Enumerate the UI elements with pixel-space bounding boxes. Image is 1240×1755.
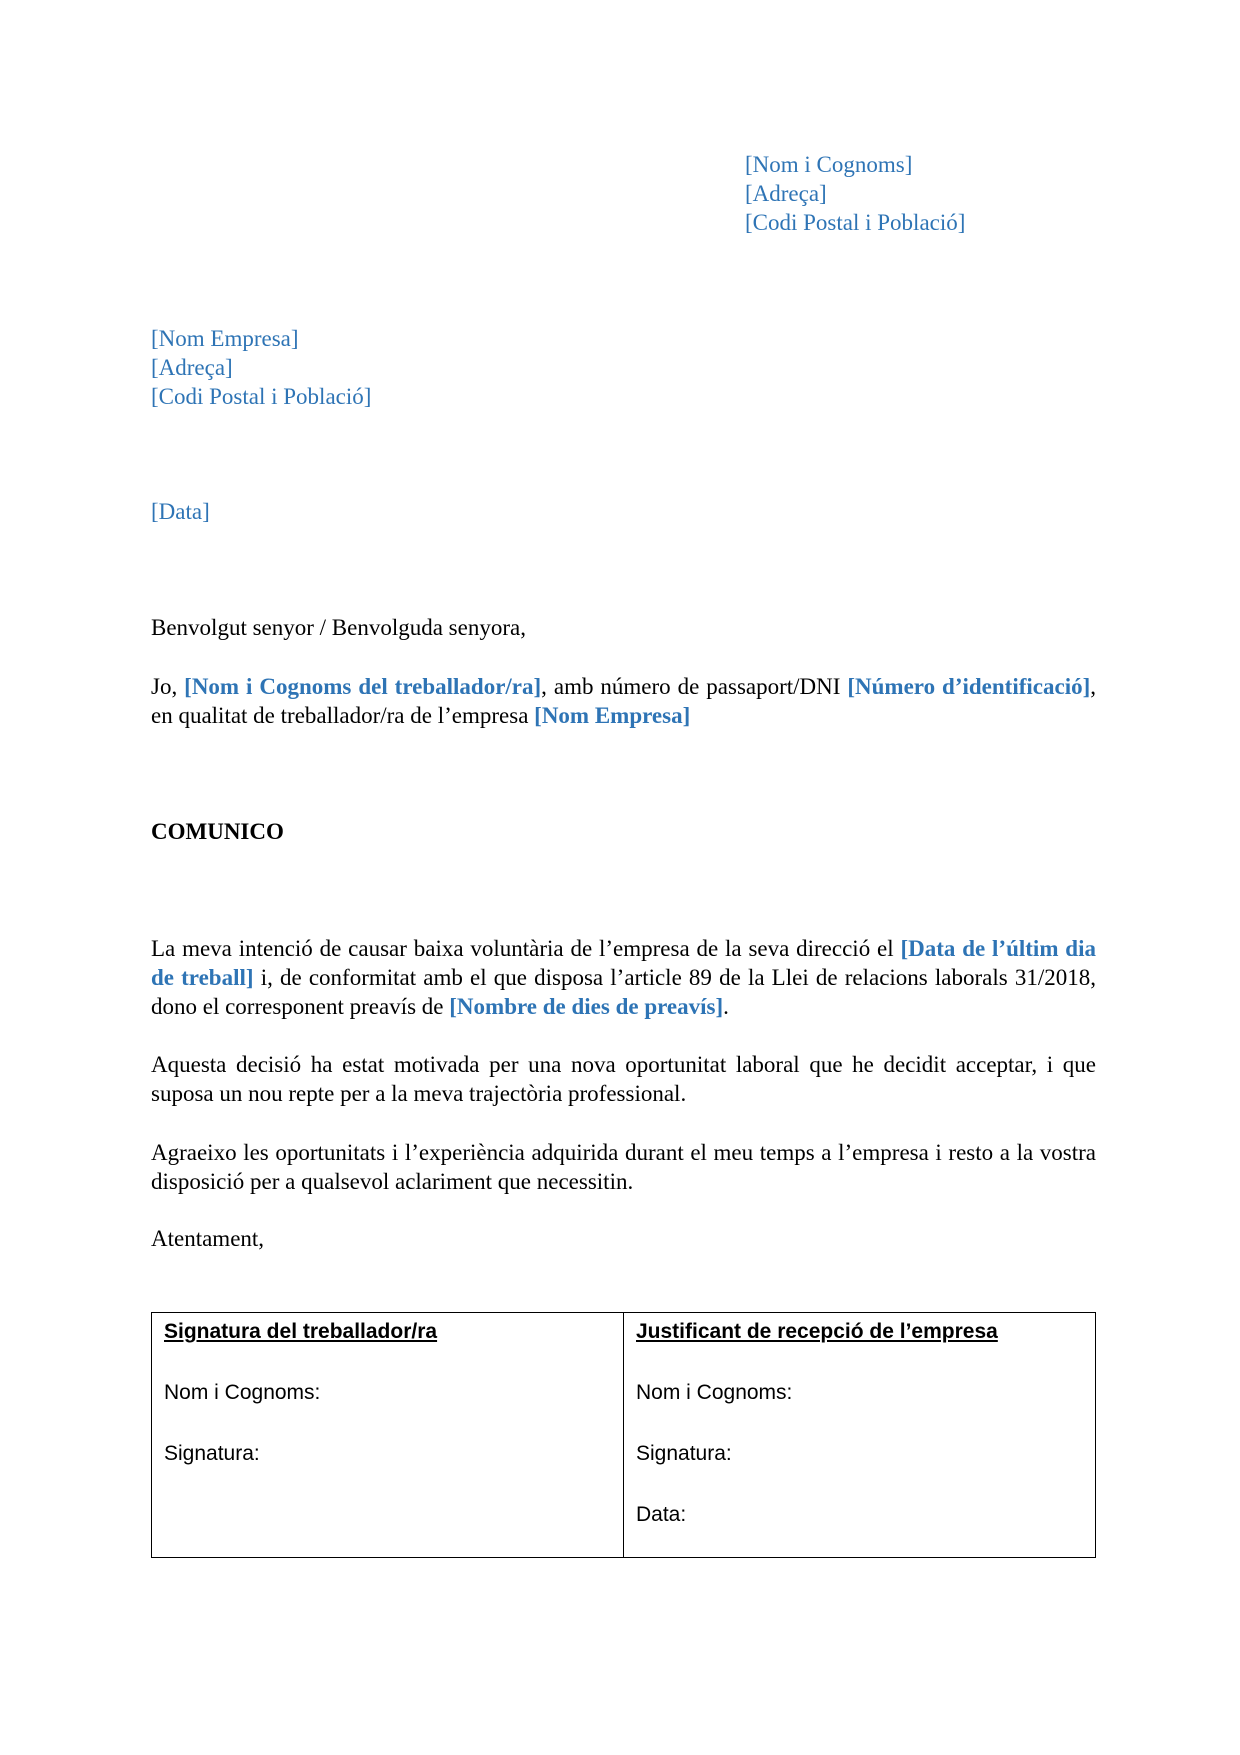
intro-text-3: , en qualitat de treballador/ra de l’empresa [151,674,1096,728]
p1-text-2: i, de conformitat amb el que disposa l’article 89 de la Llei de relacions laborals 31/2018, dono el corresponent preavís de [151,965,1096,1019]
reason-paragraph: Aquesta decisió ha estat motivada per una nova oportunitat laboral que he decidit acceptar, i que suposa un nou repte per a la meva trajectòria professional. [151,1052,1096,1106]
employee-signature-cell [152,1313,624,1558]
recipient-address-block [151,324,371,411]
resignation-paragraph [151,934,1096,1021]
greeting: Benvolgut senyor / Benvolguda senyora, [151,615,526,640]
p1-text-1: La meva intenció de causar baixa voluntària de l’empresa de la seva direcció el [151,936,901,961]
recipient-address: [Adreça] [151,355,233,380]
intro-paragraph [151,672,1096,730]
company-name-label: Nom i Cognoms: [636,1381,793,1404]
closing: Atentament, [151,1226,265,1251]
sender-name: [Nom i Cognoms] [745,152,913,177]
thanks-paragraph: Agraeixo les oportunitats i l’experiència adquirida durant el meu temps a l’empresa i resto a la vostra disposició per a qualsevol aclariment que necessitin. [151,1140,1096,1194]
company-receipt-heading: Justificant de recepció de l’empresa [636,1320,998,1343]
notice-days-placeholder: [Nombre de dies de preavís] [449,994,724,1019]
id-number-placeholder: [Número d’identificació] [847,674,1091,699]
last-day-placeholder: [Data de l’últim dia de treball] [151,936,1096,990]
company-receipt-cell [624,1313,1096,1558]
sender-city: [Codi Postal i Població] [745,210,966,235]
company-name-placeholder: [Nom Empresa] [534,703,691,728]
signature-table [151,1312,1096,1558]
section-heading: COMUNICO [151,819,284,844]
company-date-label: Data: [636,1503,687,1526]
sender-address-block [745,150,965,237]
recipient-company: [Nom Empresa] [151,326,299,351]
employee-name-placeholder: [Nom i Cognoms del treballador/ra] [184,674,542,699]
sender-address: [Adreça] [745,181,827,206]
employee-signature-label: Signatura: [164,1442,260,1465]
intro-text-2: , amb número de passaport/DNI [541,674,848,699]
employee-name-label: Nom i Cognoms: [164,1381,321,1404]
recipient-city: [Codi Postal i Població] [151,384,372,409]
company-signature-label: Signatura: [636,1442,732,1465]
employee-signature-heading: Signatura del treballador/ra [164,1320,438,1343]
letter-date: [Data] [151,499,210,524]
intro-text-1: Jo, [151,674,185,699]
p1-text-3: . [723,994,729,1019]
